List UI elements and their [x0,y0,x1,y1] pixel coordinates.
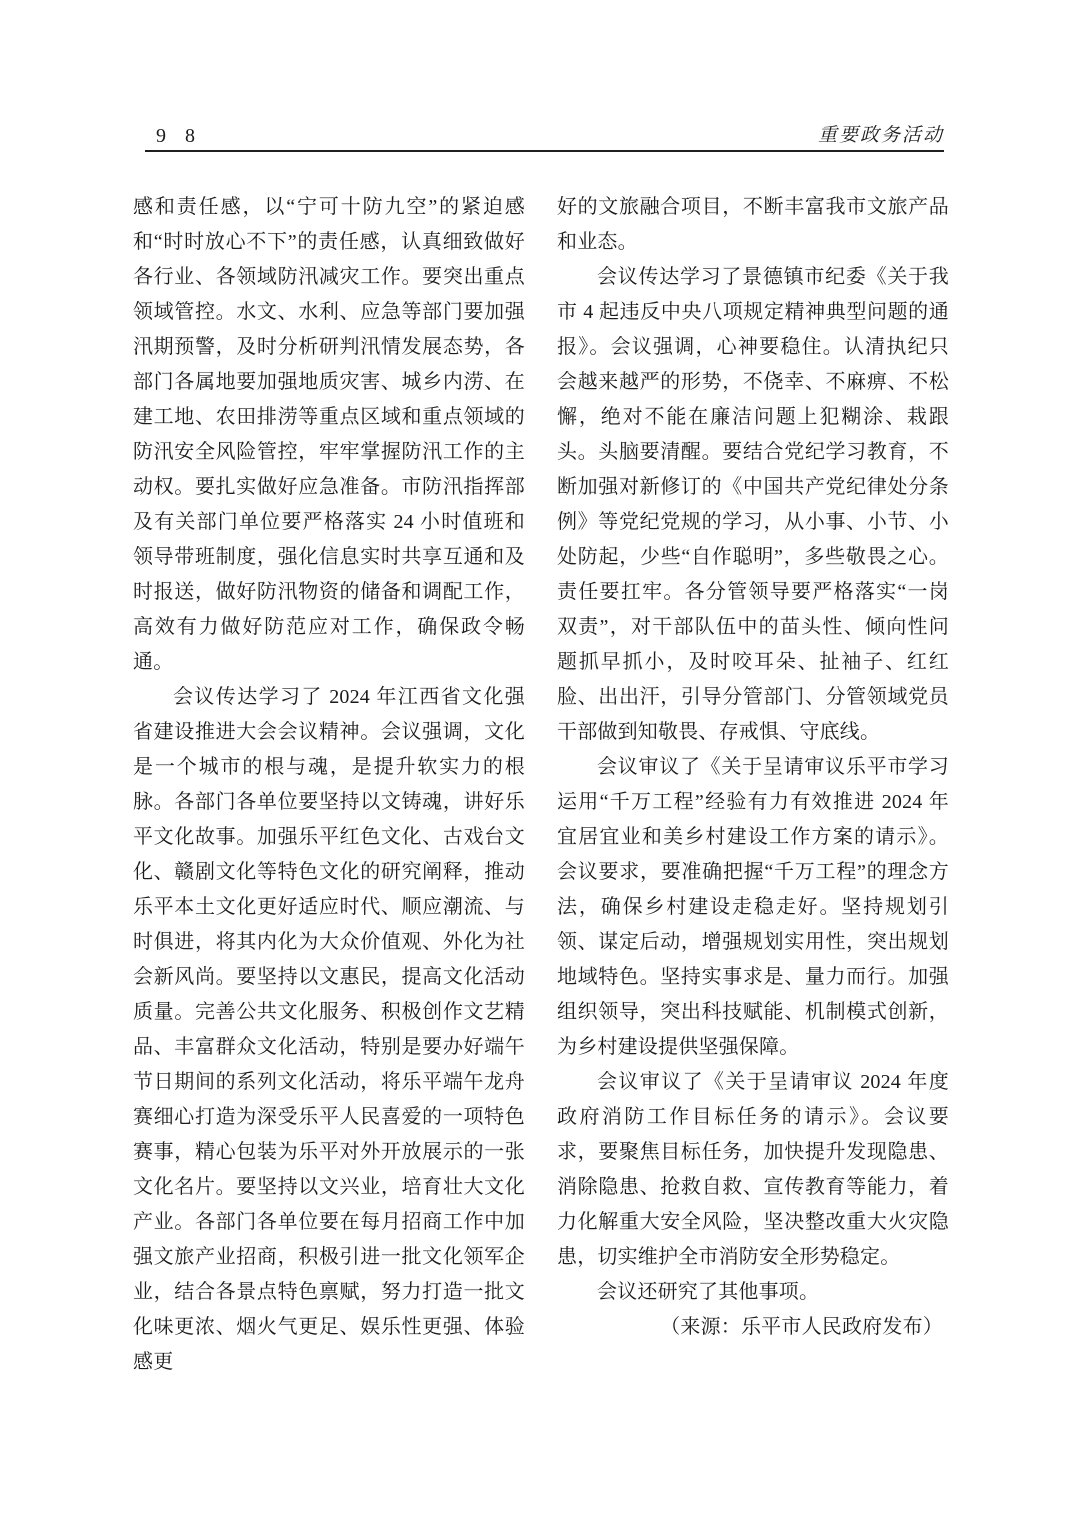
body-paragraph: 会议传达学习了景德镇市纪委《关于我市 4 起违反中央八项规定精神典型问题的通报》。会议强调，心神要稳住。认清执纪只会越来越严的形势，不侥幸、不麻痹、不松懈，绝对不能在廉洁问题上犯糊涂、栽跟头。头脑要清醒。要结合党纪学习教育，不断加强对新修订的《中国共产党纪律处分条例》等党纪党规的学习，从小事、小节、小处防起，少些“自作聪明”，多些敬畏之心。责任要扛牢。各分管领导要严格落实“一岗双责”，对干部队伍中的苗头性、倾向性问题抓早抓小，及时咬耳朵、扯袖子、红红脸、出出汗，引导分管部门、分管领域党员干部做到知敬畏、存戒惧、守底线。 [557,266,949,743]
header-section-title: 重要政务活动 [817,125,944,146]
page-header [145,126,944,152]
page-number: 9 8 [156,125,202,147]
article-body [133,190,949,1380]
body-paragraph: 好的文旅融合项目，不断丰富我市文旅产品和业态。 [557,196,949,253]
body-paragraph: 会议传达学习了 2024 年江西省文化强省建设推进大会会议精神。会议强调，文化是一个城市的根与魂，是提升软实力的根脉。各部门各单位要坚持以文铸魂，讲好乐平文化故事。加强乐平红色文化、古戏台文化、赣剧文化等特色文化的研究阐释，推动乐平本土文化更好适应时代、顺应潮流、与时俱进，将其内化为大众价值观、外化为社会新风尚。要坚持以文惠民，提高文化活动质量。完善公共文化服务、积极创作文艺精品、丰富群众文化活动，特别是要办好端午节日期间的系列文化活动，将乐平端午龙舟赛细心打造为深受乐平人民喜爱的一项特色赛事，精心包装为乐平对外开放展示的一张文化名片。要坚持以文兴业，培育壮大文化产业。各部门各单位要在每月招商工作中加强文旅产业招商，积极引进一批文化领军企业，结合各景点特色禀赋，努力打造一批文化味更浓、烟火气更足、娱乐性更强、体验感更 [133,686,525,1373]
body-paragraph: 会议审议了《关于呈请审议乐平市学习运用“千万工程”经验有力有效推进 2024 年宜居宜业和美乡村建设工作方案的请示》。会议要求，要准确把握“千万工程”的理念方法，确保乡村建设走稳走好。坚持规划引领、谋定后动，增强规划实用性，突出规划地域特色。坚持实事求是、量力而行。加强组织领导，突出科技赋能、机制模式创新，为乡村建设提供坚强保障。 [557,756,949,1058]
left-column [133,190,525,1380]
body-paragraph: 会议审议了《关于呈请审议 2024 年度政府消防工作目标任务的请示》。会议要求，要聚焦目标任务，加快提升发现隐患、消除隐患、抢救自救、宣传教育等能力，着力化解重大安全风险，坚决整改重大火灾隐患，切实维护全市消防安全形势稳定。 [557,1071,949,1268]
body-paragraph: 会议还研究了其他事项。 [597,1281,820,1303]
source-attribution: （来源：乐平市人民政府发布） [660,1316,943,1338]
right-column [557,190,949,1380]
body-paragraph: 感和责任感，以“宁可十防九空”的紧迫感和“时时放心不下”的责任感，认真细致做好各行业、各领域防汛减灾工作。要突出重点领域管控。水文、水利、应急等部门要加强汛期预警，及时分析研判汛情发展态势，各部门各属地要加强地质灾害、城乡内涝、在建工地、农田排涝等重点区域和重点领域的防汛安全风险管控，牢牢掌握防汛工作的主动权。要扎实做好应急准备。市防汛指挥部及有关部门单位要严格落实 24 小时值班和领导带班制度，强化信息实时共享互通和及时报送，做好防汛物资的储备和调配工作，高效有力做好防范应对工作，确保政令畅通。 [133,196,525,673]
